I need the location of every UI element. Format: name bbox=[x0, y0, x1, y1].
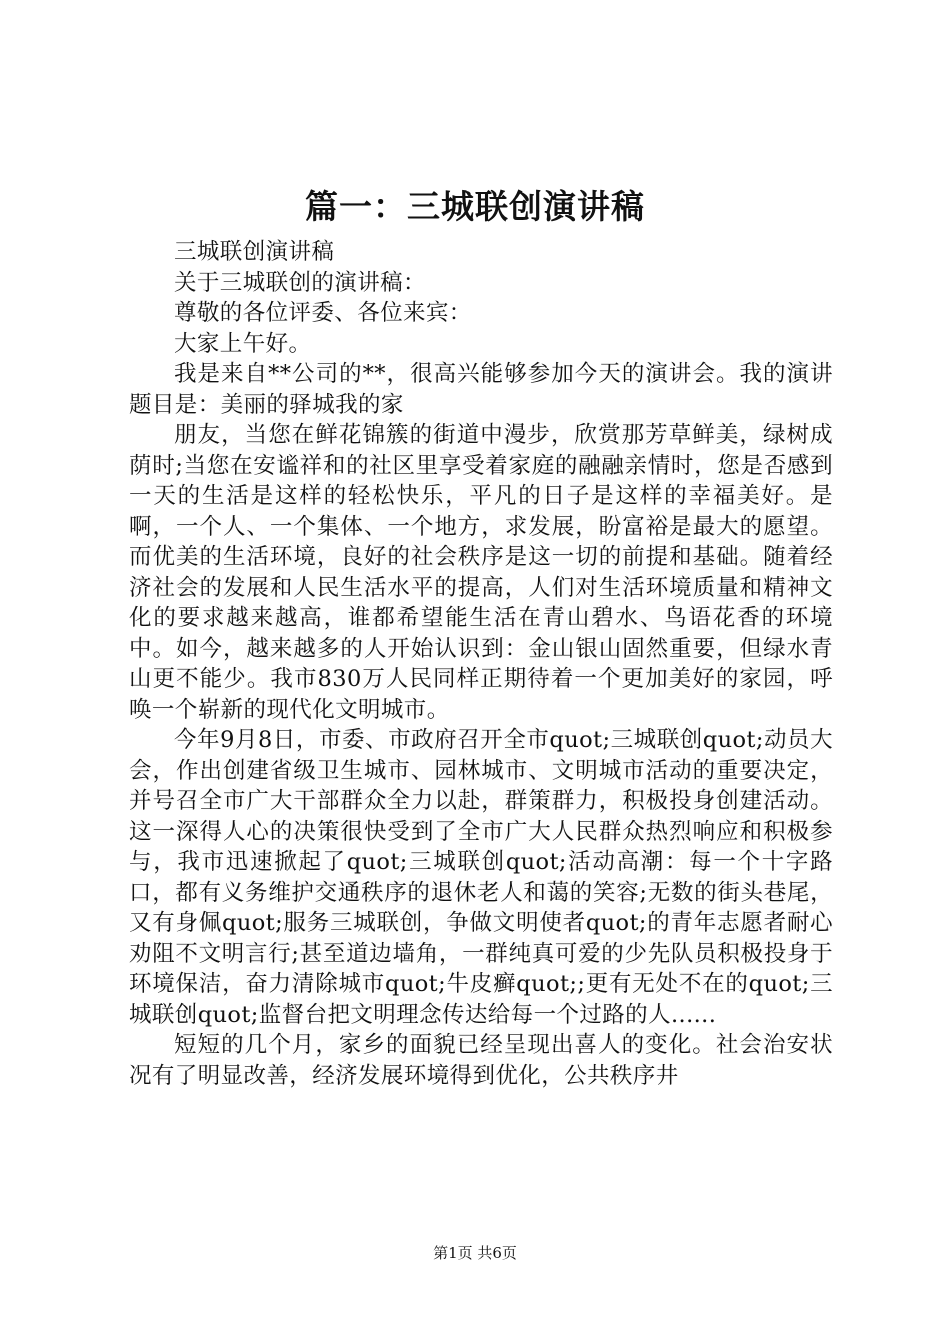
paragraph: 今年9月8日，市委、市政府召开全市quot;三城联创quot;动员大会，作出创建省级卫生城市、园林城市、文明城市活动的重要决定，并号召全市广大干部群众全力以赴，群策群力，积极投身创建活动。这一深得人心的决策很快受到了全市广大人民群众热烈响应和积极参与，我市迅速掀起了quot;三城联创quot;活动高潮：每一个十字路口，都有义务维护交通秩序的退休老人和蔼的笑容;无数的街头巷尾，又有身佩quot;服务三城联创，争做文明使者quot;的青年志愿者耐心劝阻不文明言行;甚至道边墙角，一群纯真可爱的少先队员积极投身于环境保洁，奋力清除城市quot;牛皮癣quot;;更有无处不在的quot;三城联创quot;监督台把文明理念传达给每一个过路的人...... bbox=[129, 727, 833, 1028]
paragraph: 朋友，当您在鲜花锦簇的街道中漫步，欣赏那芳草鲜美，绿树成荫时;当您在安谧祥和的社区里享受着家庭的融融亲情时，您是否感到一天的生活是这样的轻松快乐，平凡的日子是这样的幸福美好。是啊，一个人、一个集体、一个地方，求发展，盼富裕是最大的愿望。而优美的生活环境，良好的社会秩序是这一切的前提和基础。随着经济社会的发展和人民生活水平的提高，人们对生活环境质量和精神文化的要求越来越高，谁都希望能生活在青山碧水、鸟语花香的环境中。如今，越来越多的人开始认识到：金山银山固然重要，但绿水青山更不能少。我市830万人民同样正期待着一个更加美好的家园，呼唤一个崭新的现代化文明城市。 bbox=[129, 422, 833, 723]
paragraph: 短短的几个月，家乡的面貌已经呈现出喜人的变化。社会治安状况有了明显改善，经济发展环境得到优化，公共秩序井 bbox=[129, 1032, 833, 1089]
document-title: 篇一：三城联创演讲稿 bbox=[305, 187, 645, 226]
paragraph: 关于三城联创的演讲稿： bbox=[174, 269, 426, 296]
paragraph: 大家上午好。 bbox=[174, 330, 312, 357]
page-number-footer: 第1页 共6页 bbox=[433, 1244, 517, 1262]
paragraph: 尊敬的各位评委、各位来宾： bbox=[174, 300, 472, 326]
paragraph: 我是来自**公司的**，很高兴能够参加今天的演讲会。我的演讲题目是：美丽的驿城我的家 bbox=[129, 361, 833, 418]
paragraph: 三城联创演讲稿 bbox=[174, 239, 335, 265]
document-body bbox=[129, 237, 833, 1091]
